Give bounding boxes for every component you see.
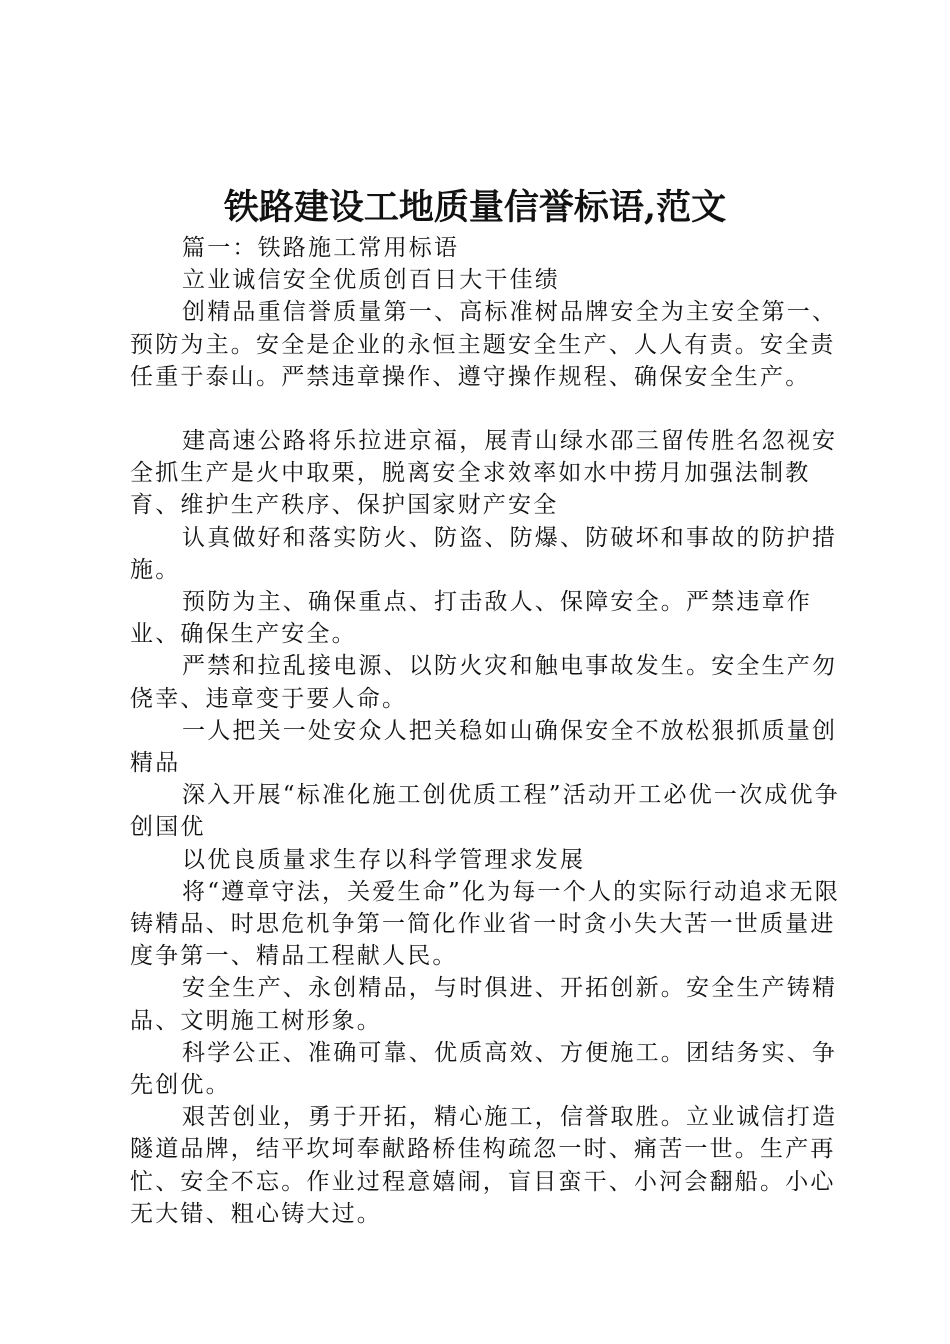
paragraph-section-heading: 篇一：铁路施工常用标语 <box>182 235 460 261</box>
paragraph: 一人把关一处安众人把关稳如山确保安全不放松狠抓质量创精品 <box>130 717 838 777</box>
paragraph: 以优良质量求生存以科学管理求发展 <box>182 846 586 873</box>
paragraph: 认真做好和落实防火、防盗、防爆、防破坏和事故的防护措施。 <box>130 524 838 583</box>
paragraph: 立业诚信安全优质创百日大干佳绩 <box>182 267 560 294</box>
paragraph: 深入开展“标准化施工创优质工程”活动开工必优一次成优争创国优 <box>130 782 840 841</box>
paragraph: 严禁和拉乱接电源、以防火灾和触电事故发生。安全生产勿侥幸、违章变于要人命。 <box>130 653 838 712</box>
paragraph: 安全生产、永创精品，与时俱进、开拓创新。安全生产铸精品、文明施工树形象。 <box>130 975 838 1034</box>
document-title: 铁路建设工地质量信誉标语,范文 <box>223 187 727 228</box>
paragraph: 科学公正、准确可靠、优质高效、方便施工。团结务实、争先创优。 <box>130 1039 838 1099</box>
paragraph: 建高速公路将乐拉进京福，展青山绿水邵三留传胜名忽视安全抓生产是火中取栗，脱离安全求效率如水中捞月加强法制教育、维护生产秩序、保护国家财产安全 <box>130 428 838 519</box>
paragraph: 创精品重信誉质量第一、高标准树品牌安全为主安全第一、预防为主。安全是企业的永恒主题安全生产、人人有责。安全责任重于泰山。严禁违章操作、遵守操作规程、确保安全生产。 <box>130 299 838 390</box>
paragraph: 艰苦创业，勇于开拓，精心施工，信誉取胜。立业诚信打造隧道品牌，结平坎坷奉献路桥佳构疏忽一时、痛苦一世。生产再忙、安全不忘。作业过程意嬉闹，盲目蛮干、小河会翻船。小心无大错、粗心铸大过。 <box>130 1104 838 1227</box>
document-body <box>130 232 840 1230</box>
paragraph: 将“遵章守法，关爱生命”化为每一个人的实际行动追求无限铸精品、时思危机争第一简化作业省一时贪小失大苦一世质量进度争第一、精品工程献人民。 <box>130 878 840 970</box>
paragraph: 预防为主、确保重点、打击敌人、保障安全。严禁违章作业、确保生产安全。 <box>130 589 812 648</box>
